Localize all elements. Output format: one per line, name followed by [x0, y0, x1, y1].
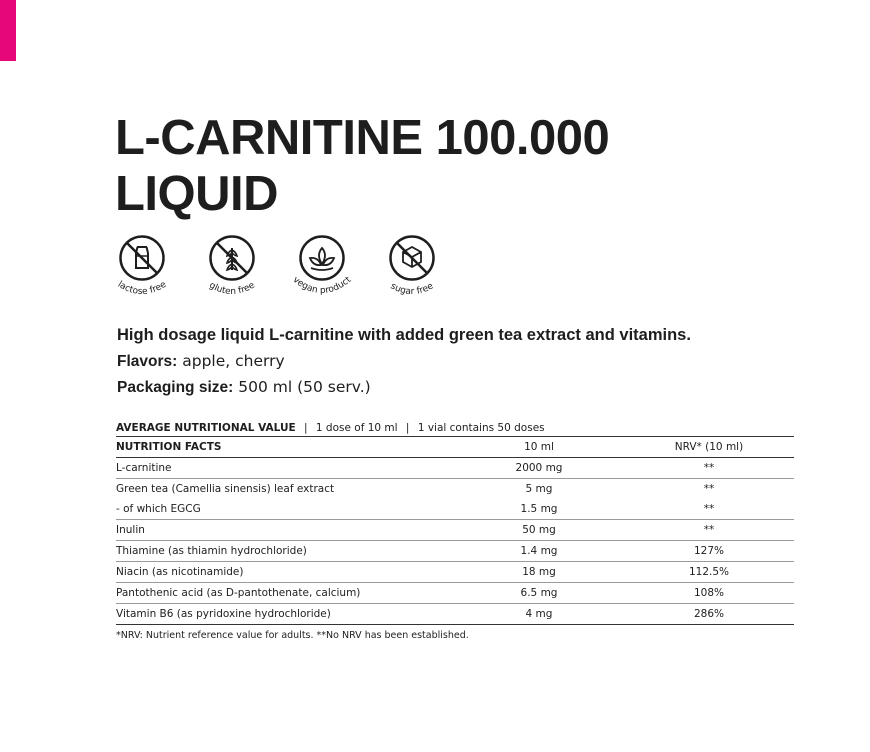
nutrient-amount: 1.4 mg	[520, 545, 558, 557]
accent-bar	[0, 0, 16, 61]
table-row	[116, 541, 794, 562]
nutrient-amount: 2000 mg	[515, 462, 563, 474]
header-nrv: NRV* (10 ml)	[674, 441, 744, 453]
nutrient-name: Green tea (Camellia sinensis) leaf extract	[116, 483, 335, 495]
nutrient-name: Pantothenic acid (as D-pantothenate, calcium)	[116, 587, 361, 599]
badge-vegan-product	[292, 234, 352, 306]
feature-badges	[112, 234, 442, 306]
packaging-label: Packaging size:	[117, 379, 234, 396]
badge-label: lactose free	[115, 279, 169, 298]
nutrition-caption-title: AVERAGE NUTRITIONAL VALUE	[116, 422, 296, 434]
table-row	[116, 583, 794, 604]
nutrient-nrv: **	[703, 524, 715, 536]
nutrient-nrv: **	[703, 483, 715, 495]
nutrient-nrv: **	[703, 503, 715, 515]
svg-text:sugar free	[389, 281, 436, 297]
nutrient-amount: 4 mg	[525, 608, 553, 620]
nutrient-amount: 18 mg	[522, 566, 556, 578]
svg-text:lactose free	[116, 280, 169, 298]
nutrient-name: L-carnitine	[116, 462, 172, 474]
table-row	[116, 479, 794, 500]
nutrient-nrv: **	[703, 462, 715, 474]
title-line-1: L-CARNITINE 100.000	[115, 111, 610, 165]
packaging-value: 500 ml (50 serv.)	[238, 378, 371, 396]
nutrient-amount: 1.5 mg	[520, 503, 558, 515]
nutrient-name: - of which EGCG	[116, 503, 201, 515]
table-row	[116, 520, 794, 541]
table-row	[116, 562, 794, 583]
nrv-footnote: *NRV: Nutrient reference value for adults. **No NRV has been established.	[116, 630, 469, 641]
vial-info: 1 vial contains 50 doses	[417, 422, 545, 434]
badge-label: gluten free	[207, 280, 257, 298]
badge-label: sugar free	[388, 281, 436, 298]
flavors-value: apple, cherry	[182, 352, 285, 370]
badge-gluten-free	[202, 234, 262, 306]
table-row	[116, 499, 794, 520]
nutrient-name: Thiamine (as thiamin hydrochloride)	[116, 545, 307, 557]
dose-info: 1 dose of 10 ml	[315, 422, 398, 434]
table-row	[116, 458, 794, 479]
nutrition-section	[116, 421, 794, 641]
table-row	[116, 604, 794, 625]
caption-separator: |	[405, 422, 410, 434]
nutrient-nrv: 112.5%	[688, 566, 730, 578]
svg-text:vegan product	[291, 275, 354, 296]
nutrient-nrv: 127%	[693, 545, 725, 557]
product-headline: High dosage liquid L-carnitine with added green tea extract and vitamins.	[117, 326, 691, 344]
caption-separator: |	[304, 422, 308, 434]
flavors-label: Flavors:	[117, 353, 178, 370]
packaging-line	[117, 378, 817, 397]
product-title	[115, 110, 609, 222]
nutrition-caption	[116, 421, 794, 436]
nutrient-amount: 6.5 mg	[520, 587, 558, 599]
nutrient-name: Vitamin B6 (as pyridoxine hydrochloride)	[116, 608, 331, 620]
flavors-line	[117, 352, 817, 371]
title-line-2: LIQUID	[115, 167, 279, 221]
badge-label: vegan product	[290, 275, 354, 297]
nutrition-table	[116, 436, 794, 625]
nutrient-nrv: 108%	[693, 587, 725, 599]
nutrient-nrv: 286%	[693, 608, 725, 620]
nutrient-amount: 5 mg	[525, 483, 553, 495]
badge-lactose-free	[112, 234, 172, 306]
nutrient-name: Inulin	[116, 524, 145, 536]
table-header-row	[116, 437, 794, 458]
svg-text:gluten free	[207, 280, 257, 297]
badge-sugar-free	[382, 234, 442, 306]
nutrient-name: Niacin (as nicotinamide)	[116, 566, 244, 578]
header-amount: 10 ml	[524, 441, 554, 453]
nutrient-amount: 50 mg	[522, 524, 556, 536]
header-nutrition-facts: NUTRITION FACTS	[116, 441, 222, 453]
product-description	[117, 326, 817, 404]
